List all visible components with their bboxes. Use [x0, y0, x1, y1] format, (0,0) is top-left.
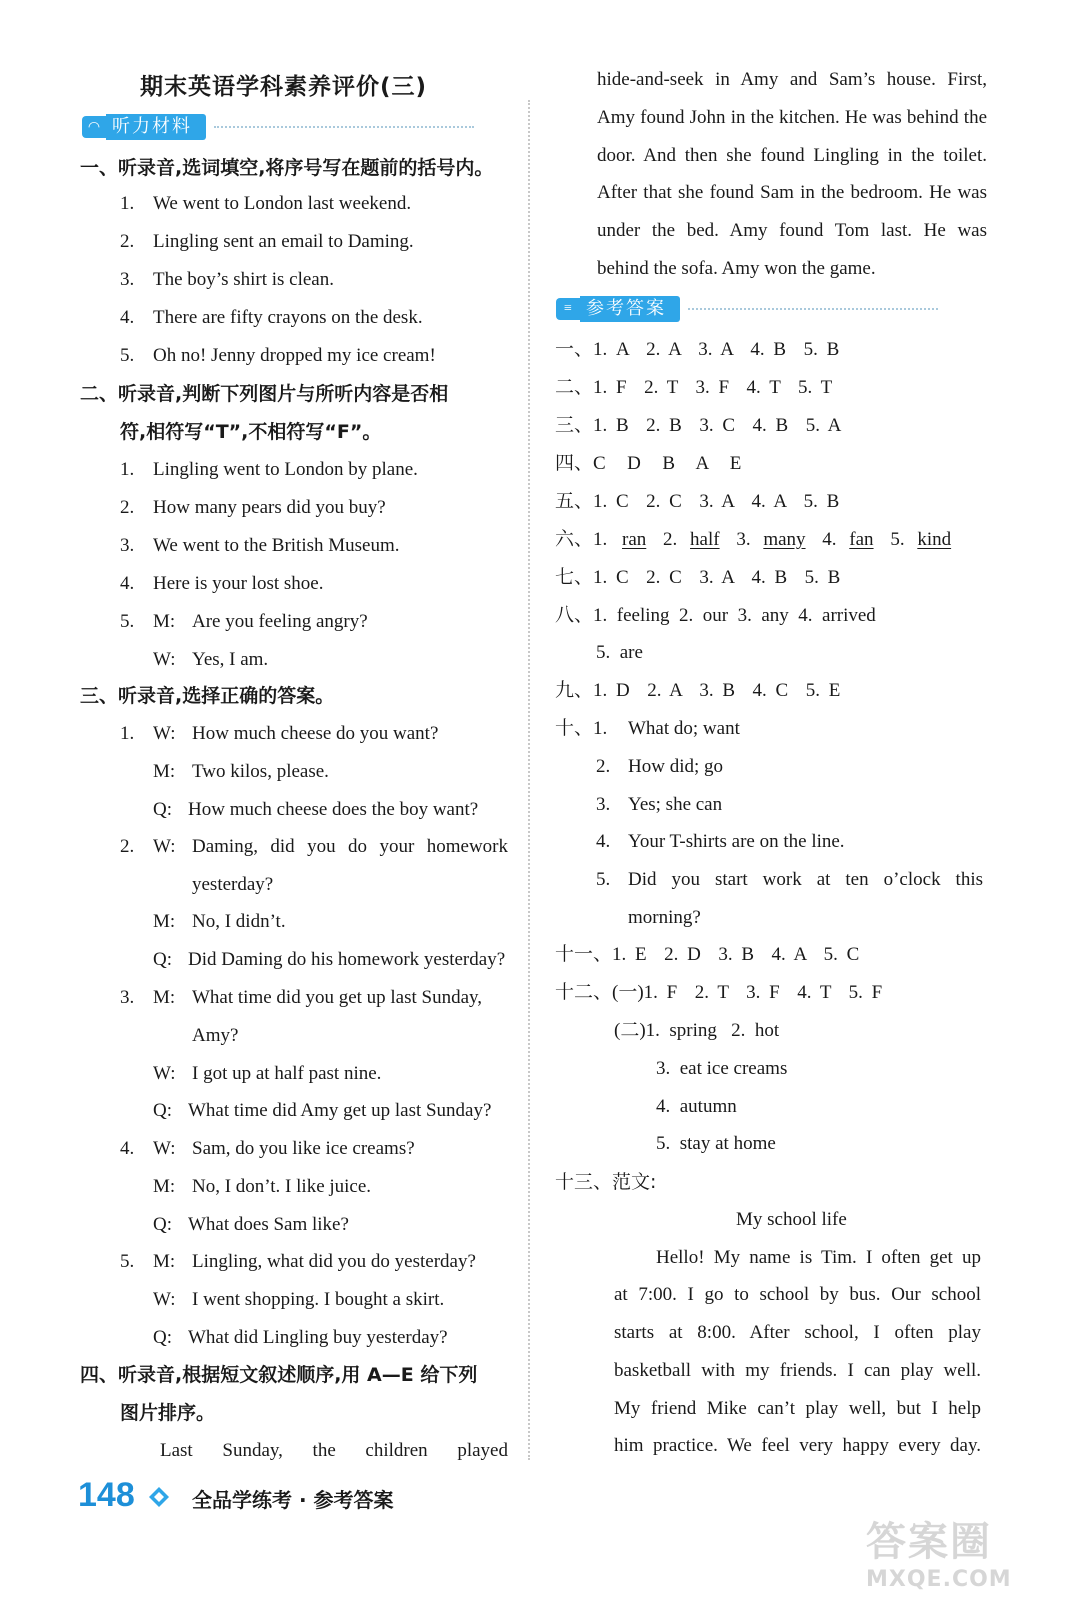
answer-13-heading: 十三、范文:: [555, 1171, 657, 1193]
answer-10-text: Did you start work at ten o’clock this: [628, 869, 983, 890]
answer-word: fan: [849, 529, 874, 550]
item-number: 5.: [120, 1251, 135, 1272]
item-text: What does Sam like?: [188, 1214, 349, 1235]
watermark-line-1: 答案圈: [866, 1519, 992, 1565]
essay-line: him practice. We feel very happy every day.: [614, 1435, 981, 1456]
item-text: Lingling sent an email to Daming.: [153, 231, 414, 252]
speaker-label: W:: [153, 649, 176, 670]
speaker-label: Q:: [153, 799, 172, 820]
answer-number: 3.: [596, 794, 611, 815]
answer-word: half: [690, 529, 720, 550]
item-number: 3.: [120, 269, 135, 290]
item-text: Yes, I am.: [192, 649, 269, 670]
speaker-label: M:: [153, 1176, 176, 1197]
essay-line: basketball with my friends. I can play well.: [614, 1360, 981, 1381]
essay-line: My friend Mike can’t play well, but I help: [614, 1398, 981, 1419]
answer-number: 2.: [596, 756, 611, 777]
answer-number: 4.: [596, 831, 611, 852]
speaker-label: W:: [153, 1289, 176, 1310]
speaker-label: M:: [153, 1251, 176, 1272]
item-text: The boy’s shirt is clean.: [153, 269, 334, 290]
passage-line: under the bed. Amy found Tom last. He was: [597, 220, 987, 241]
speaker-label: Q:: [153, 1214, 172, 1235]
answer-10-text: What do; want: [628, 718, 740, 739]
item-text: How many pears did you buy?: [153, 497, 386, 518]
answer-11: 十一、1. E 2. D 3. B 4. A 5. C: [555, 944, 860, 965]
item-text: Sam, do you like ice creams?: [192, 1138, 415, 1159]
answer-7: 七、1. C 2. C 3. A 4. B 5. B: [555, 567, 841, 588]
passage-line: behind the sofa. Amy won the game.: [597, 258, 876, 279]
speaker-label: W:: [153, 723, 176, 744]
headphones-icon: ◠: [82, 116, 106, 138]
page-number: 148: [78, 1476, 135, 1514]
item-number: 3.: [120, 535, 135, 556]
item-text: We went to London last weekend.: [153, 193, 412, 214]
answer-6-prefix: 六、1.: [555, 529, 608, 550]
item-text: There are fifty crayons on the desk.: [153, 307, 423, 328]
speaker-label: Q:: [153, 1327, 172, 1348]
answer-12: 十二、(一)1. F 2. T 3. F 4. T 5. F: [555, 982, 883, 1003]
answer-word: many: [763, 529, 806, 550]
essay-line: Hello! My name is Tim. I often get up: [656, 1247, 981, 1268]
answer-5: 五、1. C 2. C 3. A 4. A 5. B: [555, 491, 840, 512]
item-number: 4.: [120, 307, 135, 328]
item-number: 1.: [120, 193, 135, 214]
item-text: Lingling, what did you do yesterday?: [192, 1251, 476, 1272]
item-number: 2.: [120, 497, 135, 518]
item-text: What time did Amy get up last Sunday?: [188, 1100, 492, 1121]
speaker-label: W:: [153, 1138, 176, 1159]
answer-8: 八、1. feeling 2. our 3. any 4. arrived: [555, 605, 876, 626]
item-text: Lingling went to London by plane.: [153, 459, 418, 480]
essay-title: My school life: [736, 1209, 847, 1230]
answer-10-text: Your T-shirts are on the line.: [628, 831, 845, 852]
speaker-label: M:: [153, 761, 176, 782]
item-text: Did Daming do his homework yesterday?: [188, 949, 506, 970]
item-text: What time did you get up last Sunday,: [192, 987, 483, 1008]
item-text: Here is your lost shoe.: [153, 573, 324, 594]
diamond-icon: [148, 1486, 170, 1508]
answer-number: 5.: [596, 869, 611, 890]
answer-6: [555, 528, 951, 552]
column-divider: [528, 100, 530, 1460]
answer-12-part2: (二)1. spring 2. hot: [614, 1020, 780, 1041]
answer-number: 5.: [890, 529, 905, 550]
passage-text: Last Sunday, the children played: [160, 1440, 508, 1461]
item-text: Two kilos, please.: [192, 761, 329, 782]
item-text: Are you feeling angry?: [192, 611, 368, 632]
section-4-heading-cont: 图片排序。: [120, 1402, 216, 1424]
answer-number: 4.: [822, 529, 837, 550]
section-2-heading-cont: 符,相符写“T”,不相符写“F”。: [120, 421, 382, 443]
footer-brand: 全品学练考 · 参考答案: [192, 1488, 394, 1512]
item-number: 4.: [120, 573, 135, 594]
item-text: No, I don’t. I like juice.: [192, 1176, 372, 1197]
answer-key-badge: [556, 296, 938, 322]
answer-word: ran: [622, 529, 647, 550]
item-text: I got up at half past nine.: [192, 1063, 382, 1084]
answer-12-item: 4. autumn: [656, 1096, 737, 1117]
answer-3: 三、1. B 2. B 3. C 4. B 5. A: [555, 415, 842, 436]
answer-10-text: Yes; she can: [628, 794, 723, 815]
item-number: 5.: [120, 345, 135, 366]
item-number: 3.: [120, 987, 135, 1008]
item-number: 2.: [120, 836, 135, 857]
page-title: 期末英语学科素养评价(三): [140, 74, 428, 100]
item-number: 1.: [120, 723, 135, 744]
answer-9: 九、1. D 2. A 3. B 4. C 5. E: [555, 680, 841, 701]
answer-12-item: 3. eat ice creams: [656, 1058, 788, 1079]
answer-number: 2.: [663, 529, 678, 550]
section-4-heading: 四、听录音,根据短文叙述顺序,用 A—E 给下列: [80, 1364, 478, 1386]
item-number: 5.: [120, 611, 135, 632]
item-text: Daming, did you do your homework: [192, 836, 508, 857]
item-text-cont: Amy?: [192, 1025, 239, 1046]
watermark-logo: [866, 1510, 1046, 1590]
answer-1: 一、1. A 2. A 3. A 4. B 5. B: [555, 339, 840, 360]
item-text: How much cheese does the boy want?: [188, 799, 479, 820]
answer-10-prefix: 十、1.: [555, 718, 608, 739]
item-text: How much cheese do you want?: [192, 723, 439, 744]
speaker-label: M:: [153, 611, 176, 632]
speaker-label: Q:: [153, 949, 172, 970]
answer-10-text: How did; go: [628, 756, 723, 777]
speaker-label: W:: [153, 1063, 176, 1084]
listening-badge-label: 听力材料: [106, 114, 206, 140]
answer-number: 3.: [736, 529, 751, 550]
section-1-heading: 一、听录音,选词填空,将序号写在题前的括号内。: [80, 157, 494, 179]
answer-10-text-cont: morning?: [628, 907, 701, 928]
answer-word: kind: [917, 529, 952, 550]
item-number: 2.: [120, 231, 135, 252]
passage-line: hide-and-seek in Amy and Sam’s house. First,: [597, 69, 987, 90]
item-number: 4.: [120, 1138, 135, 1159]
item-text: No, I didn’t.: [192, 911, 286, 932]
passage-line: door. And then she found Lingling in the toilet.: [597, 145, 987, 166]
divider: [688, 308, 938, 310]
item-number: 1.: [120, 459, 135, 480]
speaker-label: M:: [153, 911, 176, 932]
item-text: We went to the British Museum.: [153, 535, 400, 556]
item-text-cont: yesterday?: [192, 874, 274, 895]
answers-badge-label: 参考答案: [580, 296, 680, 322]
answer-2: 二、1. F 2. T 3. F 4. T 5. T: [555, 377, 833, 398]
answer-12-item: 5. stay at home: [656, 1133, 776, 1154]
passage-line: After that she found Sam in the bedroom. He was: [597, 182, 987, 203]
section-3-heading: 三、听录音,选择正确的答案。: [80, 685, 335, 707]
speaker-label: W:: [153, 836, 176, 857]
section-2-heading: 二、听录音,判断下列图片与所听内容是否相: [80, 383, 449, 405]
pen-icon: ≡: [556, 298, 580, 320]
divider: [214, 126, 474, 128]
essay-line: starts at 8:00. After school, I often play: [614, 1322, 981, 1343]
answer-4: 四、C D B A E: [555, 453, 742, 474]
speaker-label: Q:: [153, 1100, 172, 1121]
essay-line: at 7:00. I go to school by bus. Our school: [614, 1284, 981, 1305]
listening-material-badge: [82, 114, 474, 140]
item-text: I went shopping. I bought a skirt.: [192, 1289, 445, 1310]
speaker-label: M:: [153, 987, 176, 1008]
watermark-line-2: MXQE.COM: [866, 1567, 1012, 1592]
answer-8-cont: 5. are: [596, 642, 643, 663]
item-text: What did Lingling buy yesterday?: [188, 1327, 448, 1348]
item-text: Oh no! Jenny dropped my ice cream!: [153, 345, 436, 366]
passage-line: Amy found John in the kitchen. He was behind the: [597, 107, 987, 128]
